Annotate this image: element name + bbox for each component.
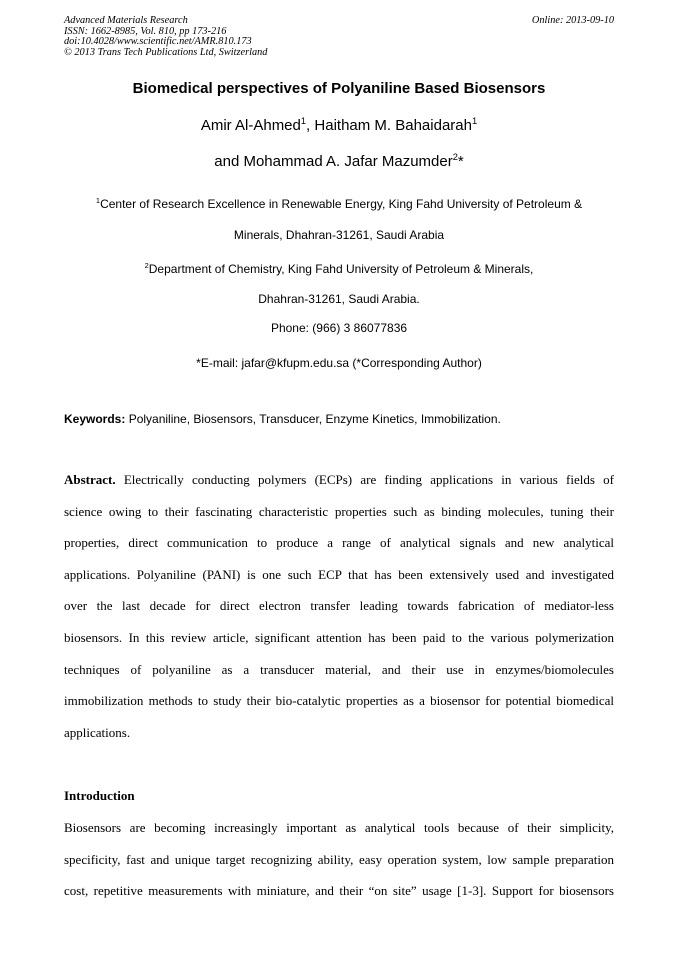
authors-line-2	[0, 153, 678, 170]
abstract-line: applications.	[64, 724, 131, 740]
email-line: *E-mail: jafar@kfupm.edu.sa (*Corresponding Author)	[196, 356, 482, 370]
author-affil-mark: 1	[471, 116, 478, 126]
abstract-line: over the last decade for direct electron transfer leading towards fabrication of mediator-less	[64, 598, 614, 614]
introduction-paragraph	[64, 820, 614, 915]
abstract-paragraph	[64, 472, 614, 756]
abstract-label: Abstract.	[64, 472, 116, 487]
abstract-text: Electrically conducting polymers (ECPs) are finding applications in various fields of	[115, 472, 614, 487]
intro-line: Biosensors are becoming increasingly important as analytical tools because of their simplicity,	[64, 820, 614, 835]
abstract-line: techniques of polyaniline as a transducer material, and their use in enzymes/biomolecules	[64, 661, 614, 677]
online-date: Online: 2013-09-10	[531, 15, 614, 26]
abstract-line: biosensors. In this review article, significant attention has been paid to the various polymerization	[64, 629, 614, 645]
keywords-label: Keywords:	[64, 412, 126, 426]
abstract-line: science owing to their fascinating characteristic properties such as binding molecules, tuning their	[64, 503, 614, 519]
corresponding-mark: *	[457, 153, 464, 170]
abstract-line: immobilization methods to study their bio-catalytic properties as a biosensor for potential biomedical	[64, 693, 614, 709]
journal-header	[64, 16, 267, 58]
affiliation-1-line-1	[0, 197, 678, 211]
authors-line-1	[0, 117, 678, 134]
journal-name: Advanced Materials Research	[64, 15, 188, 26]
affiliation-1-line-2: Minerals, Dhahran-31261, Saudi Arabia	[233, 228, 445, 242]
abstract-line: properties, direct communication to produce a range of analytical signals and new analytical	[64, 535, 614, 551]
keywords-text: Polyaniline, Biosensors, Transducer, Enzyme Kinetics, Immobilization.	[125, 412, 501, 426]
abstract-line: applications. Polyaniline (PANI) is one such ECP that has been extensively used and investigated	[64, 566, 614, 582]
author-name: Mohammad A. Jafar Mazumder	[243, 153, 453, 170]
author-name: Haitham M. Bahaidarah	[314, 117, 472, 134]
introduction-heading: Introduction	[64, 788, 135, 803]
affiliation-2-line-1	[0, 262, 678, 276]
phone-line: Phone: (966) 3 86077836	[270, 321, 408, 335]
copyright-line: © 2013 Trans Tech Publications Ltd, Switzerland	[64, 46, 268, 58]
intro-line: specificity, fast and unique target recognizing ability, easy operation system, low sample preparation	[64, 851, 614, 867]
affil-mark: 2	[144, 261, 149, 270]
issn-line: ISSN: 1662-8985, Vol. 810, pp 173-216	[64, 25, 227, 37]
paper-title: Biomedical perspectives of Polyaniline Based Biosensors	[132, 80, 546, 97]
keywords-line	[64, 412, 501, 426]
intro-line: cost, repetitive measurements with miniature, and their “on site” usage [1-3]. Support for biosensors	[64, 883, 614, 899]
affiliation-2-line-2: Dhahran-31261, Saudi Arabia.	[258, 292, 420, 306]
affiliation-text: Center of Research Excellence in Renewable Energy, King Fahd University of Petroleum &	[100, 197, 583, 211]
doi-line: doi:10.4028/www.scientific.net/AMR.810.173	[64, 36, 252, 47]
author-affil-mark: 1	[300, 116, 307, 126]
author-name: Amir Al-Ahmed	[200, 117, 301, 134]
affil-mark: 1	[95, 196, 101, 205]
abstract-line	[64, 472, 614, 504]
author-affil-mark: 2	[452, 152, 458, 162]
affiliation-text: Department of Chemistry, King Fahd University of Petroleum & Minerals,	[148, 262, 534, 276]
author-separator: ,	[306, 117, 315, 134]
author-conjunction: and	[214, 153, 244, 170]
